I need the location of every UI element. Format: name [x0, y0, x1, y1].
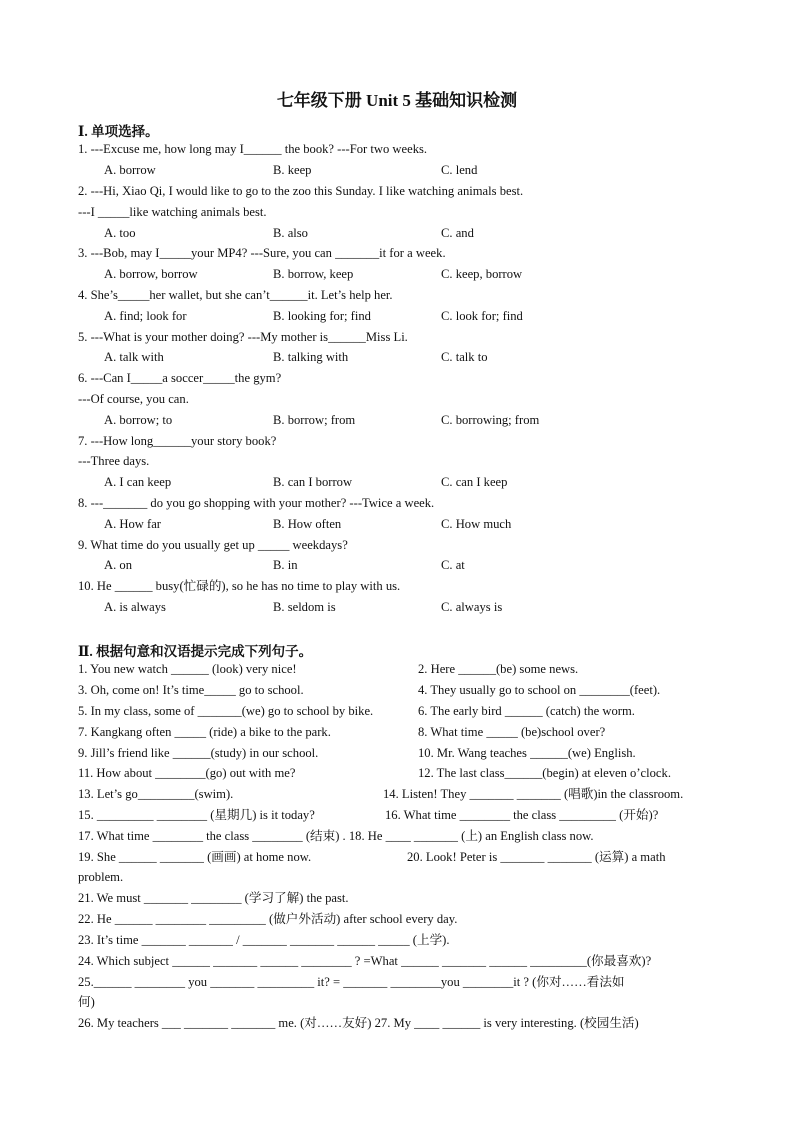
s2-row3-left: 5. In my class, some of _______(we) go to school by bike. — [78, 704, 374, 718]
q1-option-a: A. borrow — [104, 163, 156, 177]
q9-option-a: A. on — [104, 558, 132, 572]
q2-option-b: B. also — [273, 226, 308, 240]
q6-stem-line2: ---Of course, you can. — [78, 392, 189, 406]
s2-row4-left: 7. Kangkang often _____ (ride) a bike to the park. — [78, 725, 331, 739]
section2-heading: Ⅱ. 根据句意和汉语提示完成下列句子。 — [78, 644, 313, 659]
s2-row4-right: 8. What time _____ (be)school over? — [418, 725, 606, 739]
s2-row2-right: 4. They usually go to school on ________(feet). — [418, 683, 661, 697]
s2-row7-left: 13. Let’s go_________(swim). — [78, 787, 234, 801]
q7-option-c: C. can I keep — [441, 475, 508, 489]
s2-row2-left: 3. Oh, come on! It’s time_____ go to school. — [78, 683, 304, 697]
s2-row6-right: 12. The last class______(begin) at eleven o’clock. — [418, 766, 671, 780]
s2-row1-left: 1. You new watch ______ (look) very nice! — [78, 662, 297, 676]
s2-row3-right: 6. The early bird ______ (catch) the worm. — [418, 704, 635, 718]
q2-option-a: A. too — [104, 226, 136, 240]
q10-option-a: A. is always — [104, 600, 166, 614]
q10-option-c: C. always is — [441, 600, 503, 614]
q3-option-c: C. keep, borrow — [441, 267, 523, 281]
q1-option-c: C. lend — [441, 163, 478, 177]
q5-stem: 5. ---What is your mother doing? ---My mother is______Miss Li. — [78, 330, 408, 344]
s2-row5-left: 9. Jill’s friend like ______(study) in our school. — [78, 746, 319, 760]
s2-row8-left: 15. _________ ________ (星期几) is it today? — [78, 808, 315, 822]
q6-stem-line1: 6. ---Can I_____a soccer_____the gym? — [78, 371, 282, 385]
q5-option-a: A. talk with — [104, 350, 164, 364]
q8-option-c: C. How much — [441, 517, 512, 531]
q9-stem: 9. What time do you usually get up _____ weekdays? — [78, 538, 348, 552]
q6-option-a: A. borrow; to — [104, 413, 173, 427]
q1-option-b: B. keep — [273, 163, 312, 177]
s2-row6-left: 11. How about ________(go) out with me? — [78, 766, 296, 780]
q4-option-a: A. find; look for — [104, 309, 187, 323]
q4-option-b: B. looking for; find — [273, 309, 371, 323]
q4-stem: 4. She’s_____her wallet, but she can’t______it. Let’s help her. — [78, 288, 393, 302]
s2-row10-right: 20. Look! Peter is _______ _______ (运算) a math — [407, 850, 666, 864]
s2-row10-left: 19. She ______ _______ (画画) at home now. — [78, 850, 312, 864]
s2-row15: 24. Which subject ______ _______ ______ ________ ? =What ______ _______ ______ _________(你最喜欢)? — [78, 954, 652, 968]
q8-option-b: B. How often — [273, 517, 342, 531]
s2-row5-right: 10. Mr. Wang teaches ______(we) English. — [418, 746, 636, 760]
page-title: 七年级下册 Unit 5 基础知识检测 — [276, 91, 518, 110]
q10-option-b: B. seldom is — [273, 600, 336, 614]
q6-option-b: B. borrow; from — [273, 413, 356, 427]
q3-stem: 3. ---Bob, may I_____your MP4? ---Sure, you can _______it for a week. — [78, 246, 446, 260]
q8-stem: 8. ---_______ do you go shopping with your mother? ---Twice a week. — [78, 496, 435, 510]
s2-row7-right: 14. Listen! They _______ _______ (唱歌)in the classroom. — [383, 787, 684, 801]
q2-stem-line2: ---I _____like watching animals best. — [78, 205, 267, 219]
q3-option-a: A. borrow, borrow — [104, 267, 198, 281]
s2-row12: 21. We must _______ ________ (学习了解) the past. — [78, 891, 349, 905]
q5-option-c: C. talk to — [441, 350, 488, 364]
s2-row17: 何) — [78, 995, 95, 1009]
q8-option-a: A. How far — [104, 517, 162, 531]
q7-option-a: A. I can keep — [104, 475, 172, 489]
q9-option-c: C. at — [441, 558, 465, 572]
q7-stem-line2: ---Three days. — [78, 454, 150, 468]
s2-row18: 26. My teachers ___ _______ _______ me. (对……友好) 27. My ____ ______ is very interesting. (校园生活) — [78, 1016, 639, 1030]
q4-option-c: C. look for; find — [441, 309, 523, 323]
q9-option-b: B. in — [273, 558, 298, 572]
q1-stem: 1. ---Excuse me, how long may I______ the book? ---For two weeks. — [78, 142, 428, 156]
section1-heading: Ⅰ. 单项选择。 — [78, 124, 159, 139]
q6-option-c: C. borrowing; from — [441, 413, 540, 427]
s2-row8-right: 16. What time ________ the class _________ (开始)? — [385, 808, 659, 822]
q10-stem: 10. He ______ busy(忙碌的), so he has no time to play with us. — [78, 579, 401, 593]
q7-stem-line1: 7. ---How long______your story book? — [78, 434, 277, 448]
s2-row11: problem. — [78, 870, 124, 884]
s2-row1-right: 2. Here ______(be) some news. — [418, 662, 579, 676]
s2-row9: 17. What time ________ the class ________ (结束) . 18. He ____ _______ (上) an English class now. — [78, 829, 594, 843]
q3-option-b: B. borrow, keep — [273, 267, 354, 281]
s2-row13: 22. He ______ ________ _________ (做户外活动) after school every day. — [78, 912, 458, 926]
q2-option-c: C. and — [441, 226, 474, 240]
q7-option-b: B. can I borrow — [273, 475, 353, 489]
s2-row14: 23. It’s time _______ _______ / _______ _______ ______ _____ (上学). — [78, 933, 450, 947]
q2-stem-line1: 2. ---Hi, Xiao Qi, I would like to go to the zoo this Sunday. I like watching animals best. — [78, 184, 524, 198]
q5-option-b: B. talking with — [273, 350, 349, 364]
s2-row16: 25.______ ________ you _______ _________ it? = _______ ________you ________it ? (你对……看法如 — [78, 975, 625, 989]
